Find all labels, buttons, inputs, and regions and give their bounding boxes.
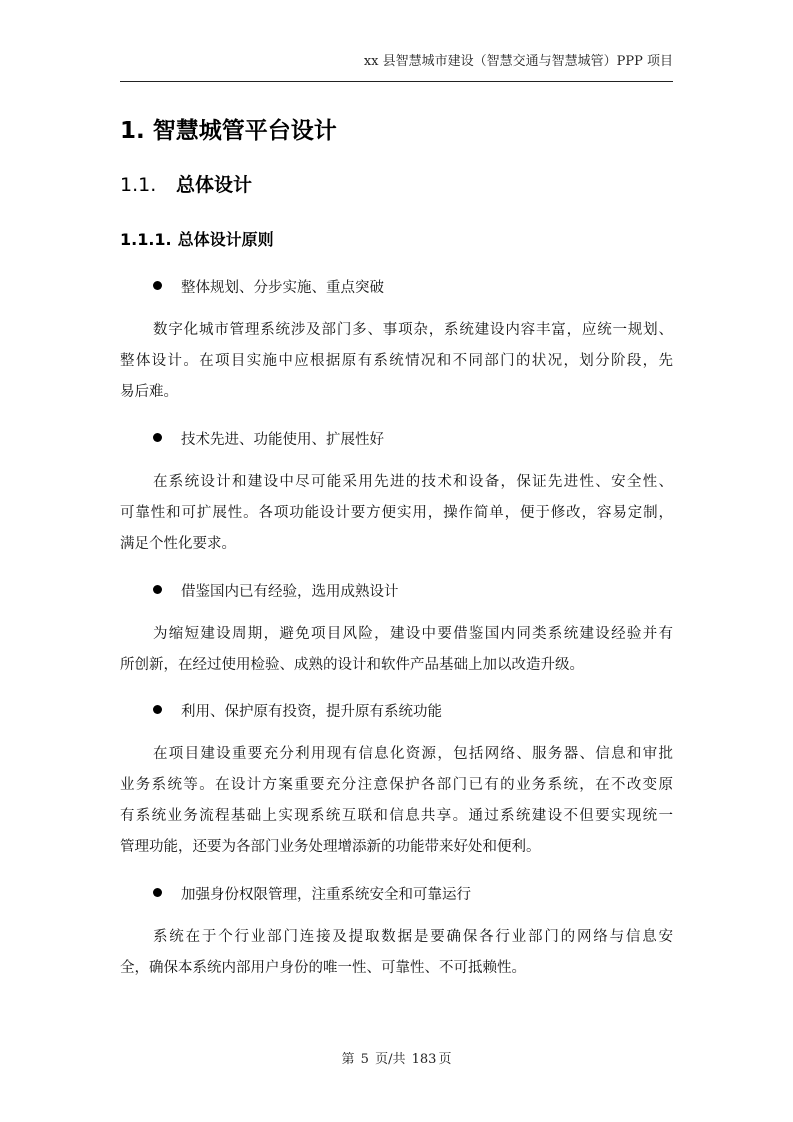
- footer-page-number: 5: [360, 1052, 369, 1067]
- paragraph-line: 整体设计。在项目实施中应根据原有系统情况和不同部门的状况，划分阶段，先: [120, 353, 673, 369]
- paragraph-line: 满足个性化要求。: [120, 536, 236, 552]
- bullet-dot-icon: [153, 433, 162, 442]
- footer-suffix: 页: [438, 1052, 452, 1067]
- heading-1-title: 智慧城管平台设计: [152, 118, 337, 144]
- bullet-dot-icon: [153, 888, 162, 897]
- body-paragraph: [120, 922, 673, 984]
- header-divider: [120, 81, 673, 82]
- paragraph-line: 在项目建设重要充分利用现有信息化资源，包括网络、服务器、信息和审批: [153, 746, 673, 762]
- bullet-text: 技术先进、功能使用、扩展性好: [181, 432, 384, 448]
- footer-prefix: 第: [341, 1052, 355, 1067]
- heading-level-1: [120, 112, 337, 145]
- page-header: xx 县智慧城市建设（智慧交通与智慧城管）PPP 项目: [363, 54, 673, 69]
- footer-total-pages: 183: [411, 1052, 437, 1067]
- bullet-text: 借鉴国内已有经验，选用成熟设计: [181, 584, 399, 600]
- paragraph-line: 业务系统等。在设计方案重要充分注意保护各部门已有的业务系统，在不改变原: [120, 777, 673, 793]
- paragraph-line: 数字化城市管理系统涉及部门多、事项杂，系统建设内容丰富，应统一规划、: [153, 322, 673, 338]
- heading-2-title: 总体设计: [176, 174, 253, 196]
- paragraph-line: 可靠性和可扩展性。各项功能设计要方便实用，操作简单，便于修改，容易定制，: [120, 505, 673, 521]
- bullet-dot-icon: [153, 585, 162, 594]
- heading-level-3: [120, 227, 274, 250]
- bullet-text: 整体规划、分步实施、重点突破: [181, 280, 384, 296]
- bullet-item: [153, 276, 384, 297]
- bullet-item: [153, 883, 471, 904]
- paragraph-line: 管理功能，还要为各部门业务处理增添新的功能带来好处和便利。: [120, 839, 541, 855]
- bullet-item: [153, 580, 399, 601]
- paragraph-line: 系统在于个行业部门连接及提取数据是要确保各行业部门的网络与信息安: [153, 929, 673, 945]
- paragraph-line: 为缩短建设周期，避免项目风险，建设中要借鉴国内同类系统建设经验并有: [153, 626, 673, 642]
- body-paragraph: [120, 315, 673, 408]
- paragraph-line: 易后难。: [120, 384, 178, 400]
- heading-3-number: 1.1.1.: [120, 230, 172, 249]
- heading-1-number: 1.: [120, 118, 145, 144]
- paragraph-line: 有系统业务流程基础上实现系统互联和信息共享。通过系统建设不但要实现统一: [120, 808, 673, 824]
- page-footer: [0, 1048, 793, 1067]
- body-paragraph: [120, 619, 673, 681]
- footer-middle: 页/共: [375, 1052, 406, 1067]
- bullet-text: 利用、保护原有投资，提升原有系统功能: [181, 704, 442, 720]
- paragraph-line: 全，确保本系统内部用户身份的唯一性、可靠性、不可抵赖性。: [120, 960, 526, 976]
- heading-3-title: 总体设计原则: [177, 230, 274, 249]
- bullet-dot-icon: [153, 705, 162, 714]
- body-paragraph: [120, 467, 673, 560]
- bullet-item: [153, 700, 442, 721]
- bullet-item: [153, 428, 384, 449]
- bullet-text: 加强身份权限管理，注重系统安全和可靠运行: [181, 887, 471, 903]
- body-paragraph: [120, 739, 673, 863]
- paragraph-line: 在系统设计和建设中尽可能采用先进的技术和设备，保证先进性、安全性、: [153, 474, 673, 490]
- paragraph-line: 所创新，在经过使用检验、成熟的设计和软件产品基础上加以改造升级。: [120, 657, 584, 673]
- heading-level-2: [120, 170, 252, 197]
- bullet-dot-icon: [153, 281, 162, 290]
- heading-2-number: 1.1.: [120, 174, 157, 196]
